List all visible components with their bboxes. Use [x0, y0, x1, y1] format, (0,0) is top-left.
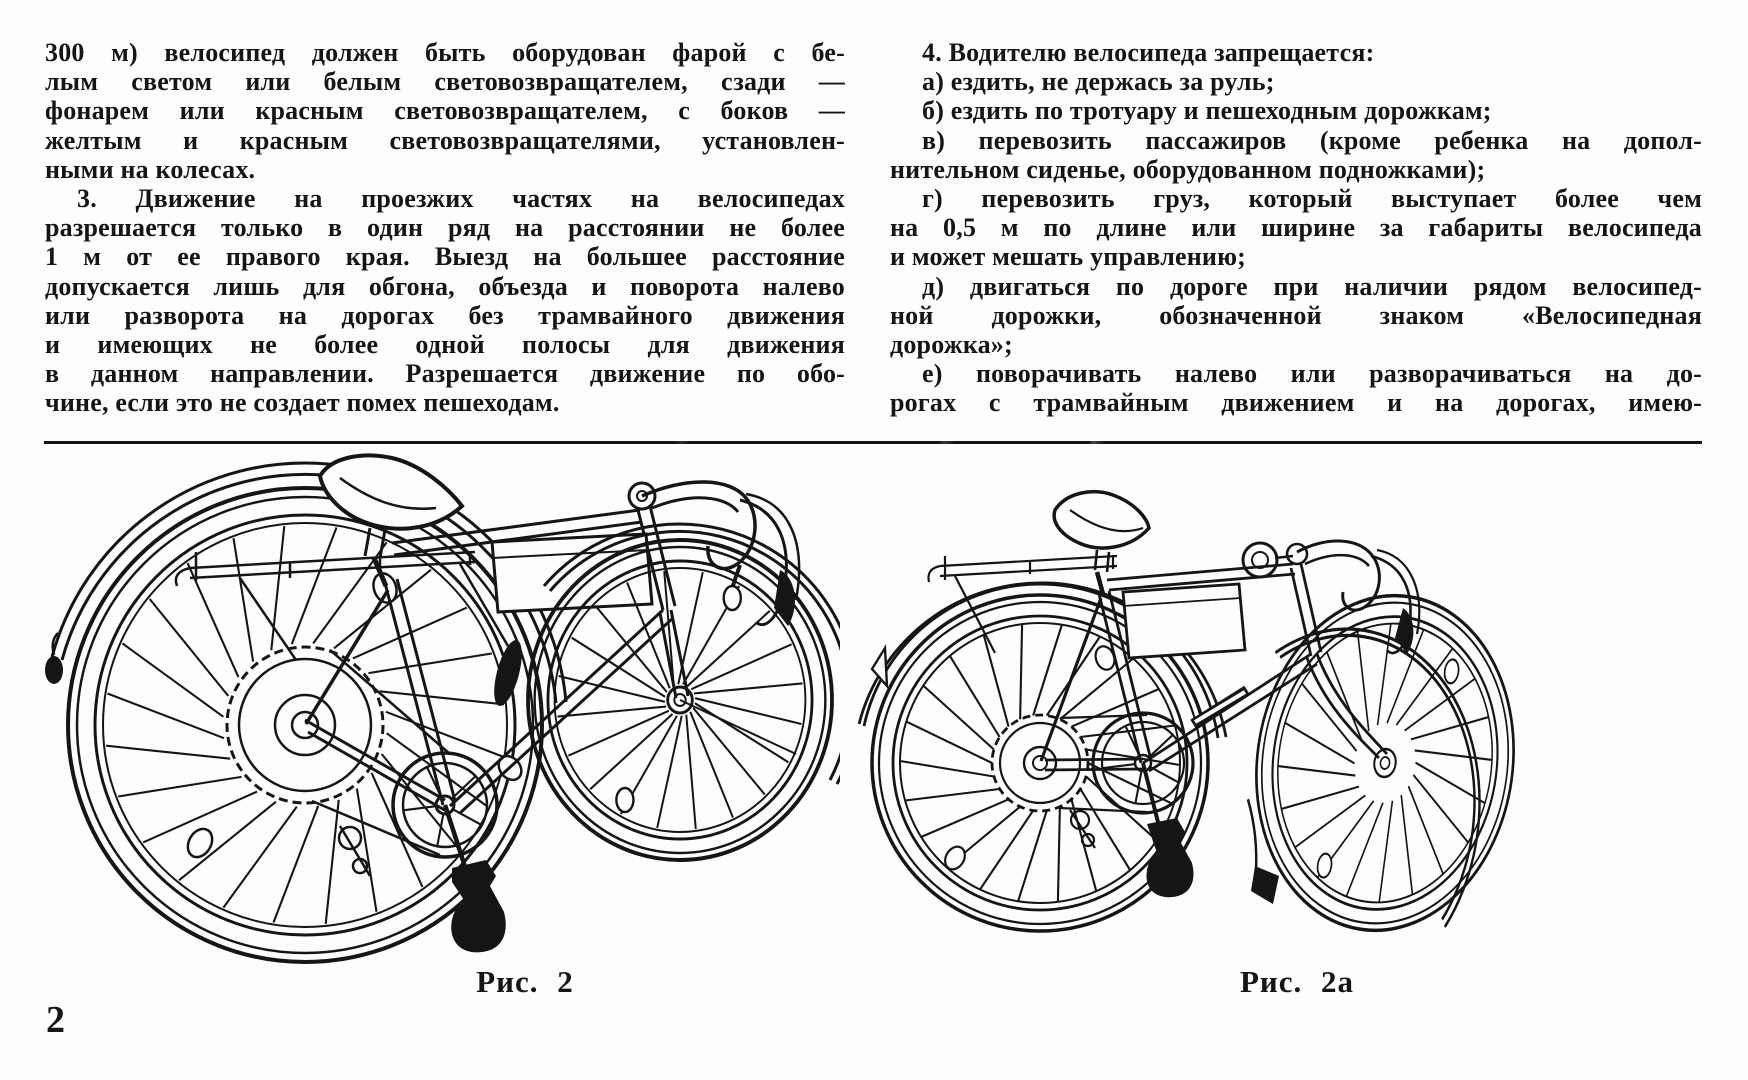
bicycle-line-art-icon — [40, 418, 840, 970]
figure-bicycle-left — [40, 418, 840, 970]
text-line: 300 м) велосипед должен быть оборудован фарой с бе- — [45, 38, 845, 67]
taillight-icon — [45, 656, 63, 684]
text-line: дорожка»; — [890, 330, 1013, 360]
pedal-with-toeclip — [451, 860, 506, 952]
front-wheel — [1232, 578, 1535, 947]
figure-caption-left: Рис. 2 — [476, 964, 574, 999]
text-line: или разворота на дорогах без трамвайного движения — [45, 300, 845, 330]
text-line: желтым и красным световозвращателями, установлен- — [45, 125, 845, 155]
text-line: фонарем или красным световозвращателем, с боков — — [45, 96, 845, 126]
text-line: 4. Водителю велосипеда запрещается: — [922, 38, 1375, 67]
text-column-right — [890, 38, 1702, 418]
text-line: г) перевозить груз, который выступает более чем — [922, 184, 1702, 214]
text-column-left — [45, 38, 845, 418]
rear-fender — [45, 463, 566, 703]
text-line: и имеющих не более одной полосы для движения — [45, 330, 845, 360]
upper-pedal — [489, 637, 528, 708]
text-line: чине, если это не создает помех пешеходам. — [45, 388, 560, 418]
text-line: нительном сиденье, оборудованном подножками); — [890, 154, 1486, 184]
bicycle-line-art-icon — [855, 468, 1540, 968]
tool-bag — [1123, 584, 1245, 658]
text-line: б) ездить по тротуару и пешеходным дорожкам; — [922, 96, 1492, 126]
text-line: 3. Движение на проезжих частях на велосипедах — [77, 184, 845, 214]
text-line: а) ездить, не держась за руль; — [922, 67, 1275, 97]
text-line: ной дорожки, обозначенной знаком «Велосипедная — [890, 300, 1702, 330]
text-line: лым светом или белым световозвращателем, сзади — — [45, 67, 845, 97]
figure-bicycle-right — [855, 468, 1540, 968]
figure-caption-right: Рис. 2а — [1239, 964, 1355, 999]
front-mudflap — [1251, 866, 1279, 904]
handlebars — [629, 482, 799, 626]
text-line: в данном направлении. Разрешается движение по обо- — [45, 359, 845, 389]
page-number: 2 — [46, 999, 65, 1041]
frame-pump — [1193, 690, 1247, 724]
headlight-icon — [1243, 543, 1277, 577]
text-line: и может мешать управлению; — [890, 242, 1247, 272]
text-line: рогах с трамвайным движением и на дорогах, имею- — [890, 388, 1702, 418]
text-line: ными на колесах. — [45, 154, 256, 184]
text-line: 1 м от ее правого края. Выезд на большее расстояние — [45, 242, 845, 272]
text-line: в) перевозить пассажиров (кроме ребенка на допол- — [922, 125, 1702, 155]
text-line: на 0,5 м по длине или ширине за габариты велосипеда — [890, 213, 1702, 243]
text-line: разрешается только в один ряд на расстоянии не более — [45, 213, 845, 243]
text-line: е) поворачивать налево или разворачиваться на до- — [922, 359, 1702, 389]
text-line: д) двигаться по дороге при наличии рядом велосипед- — [922, 271, 1702, 301]
text-line: допускается лишь для обгона, объезда и поворота налево — [45, 271, 845, 301]
